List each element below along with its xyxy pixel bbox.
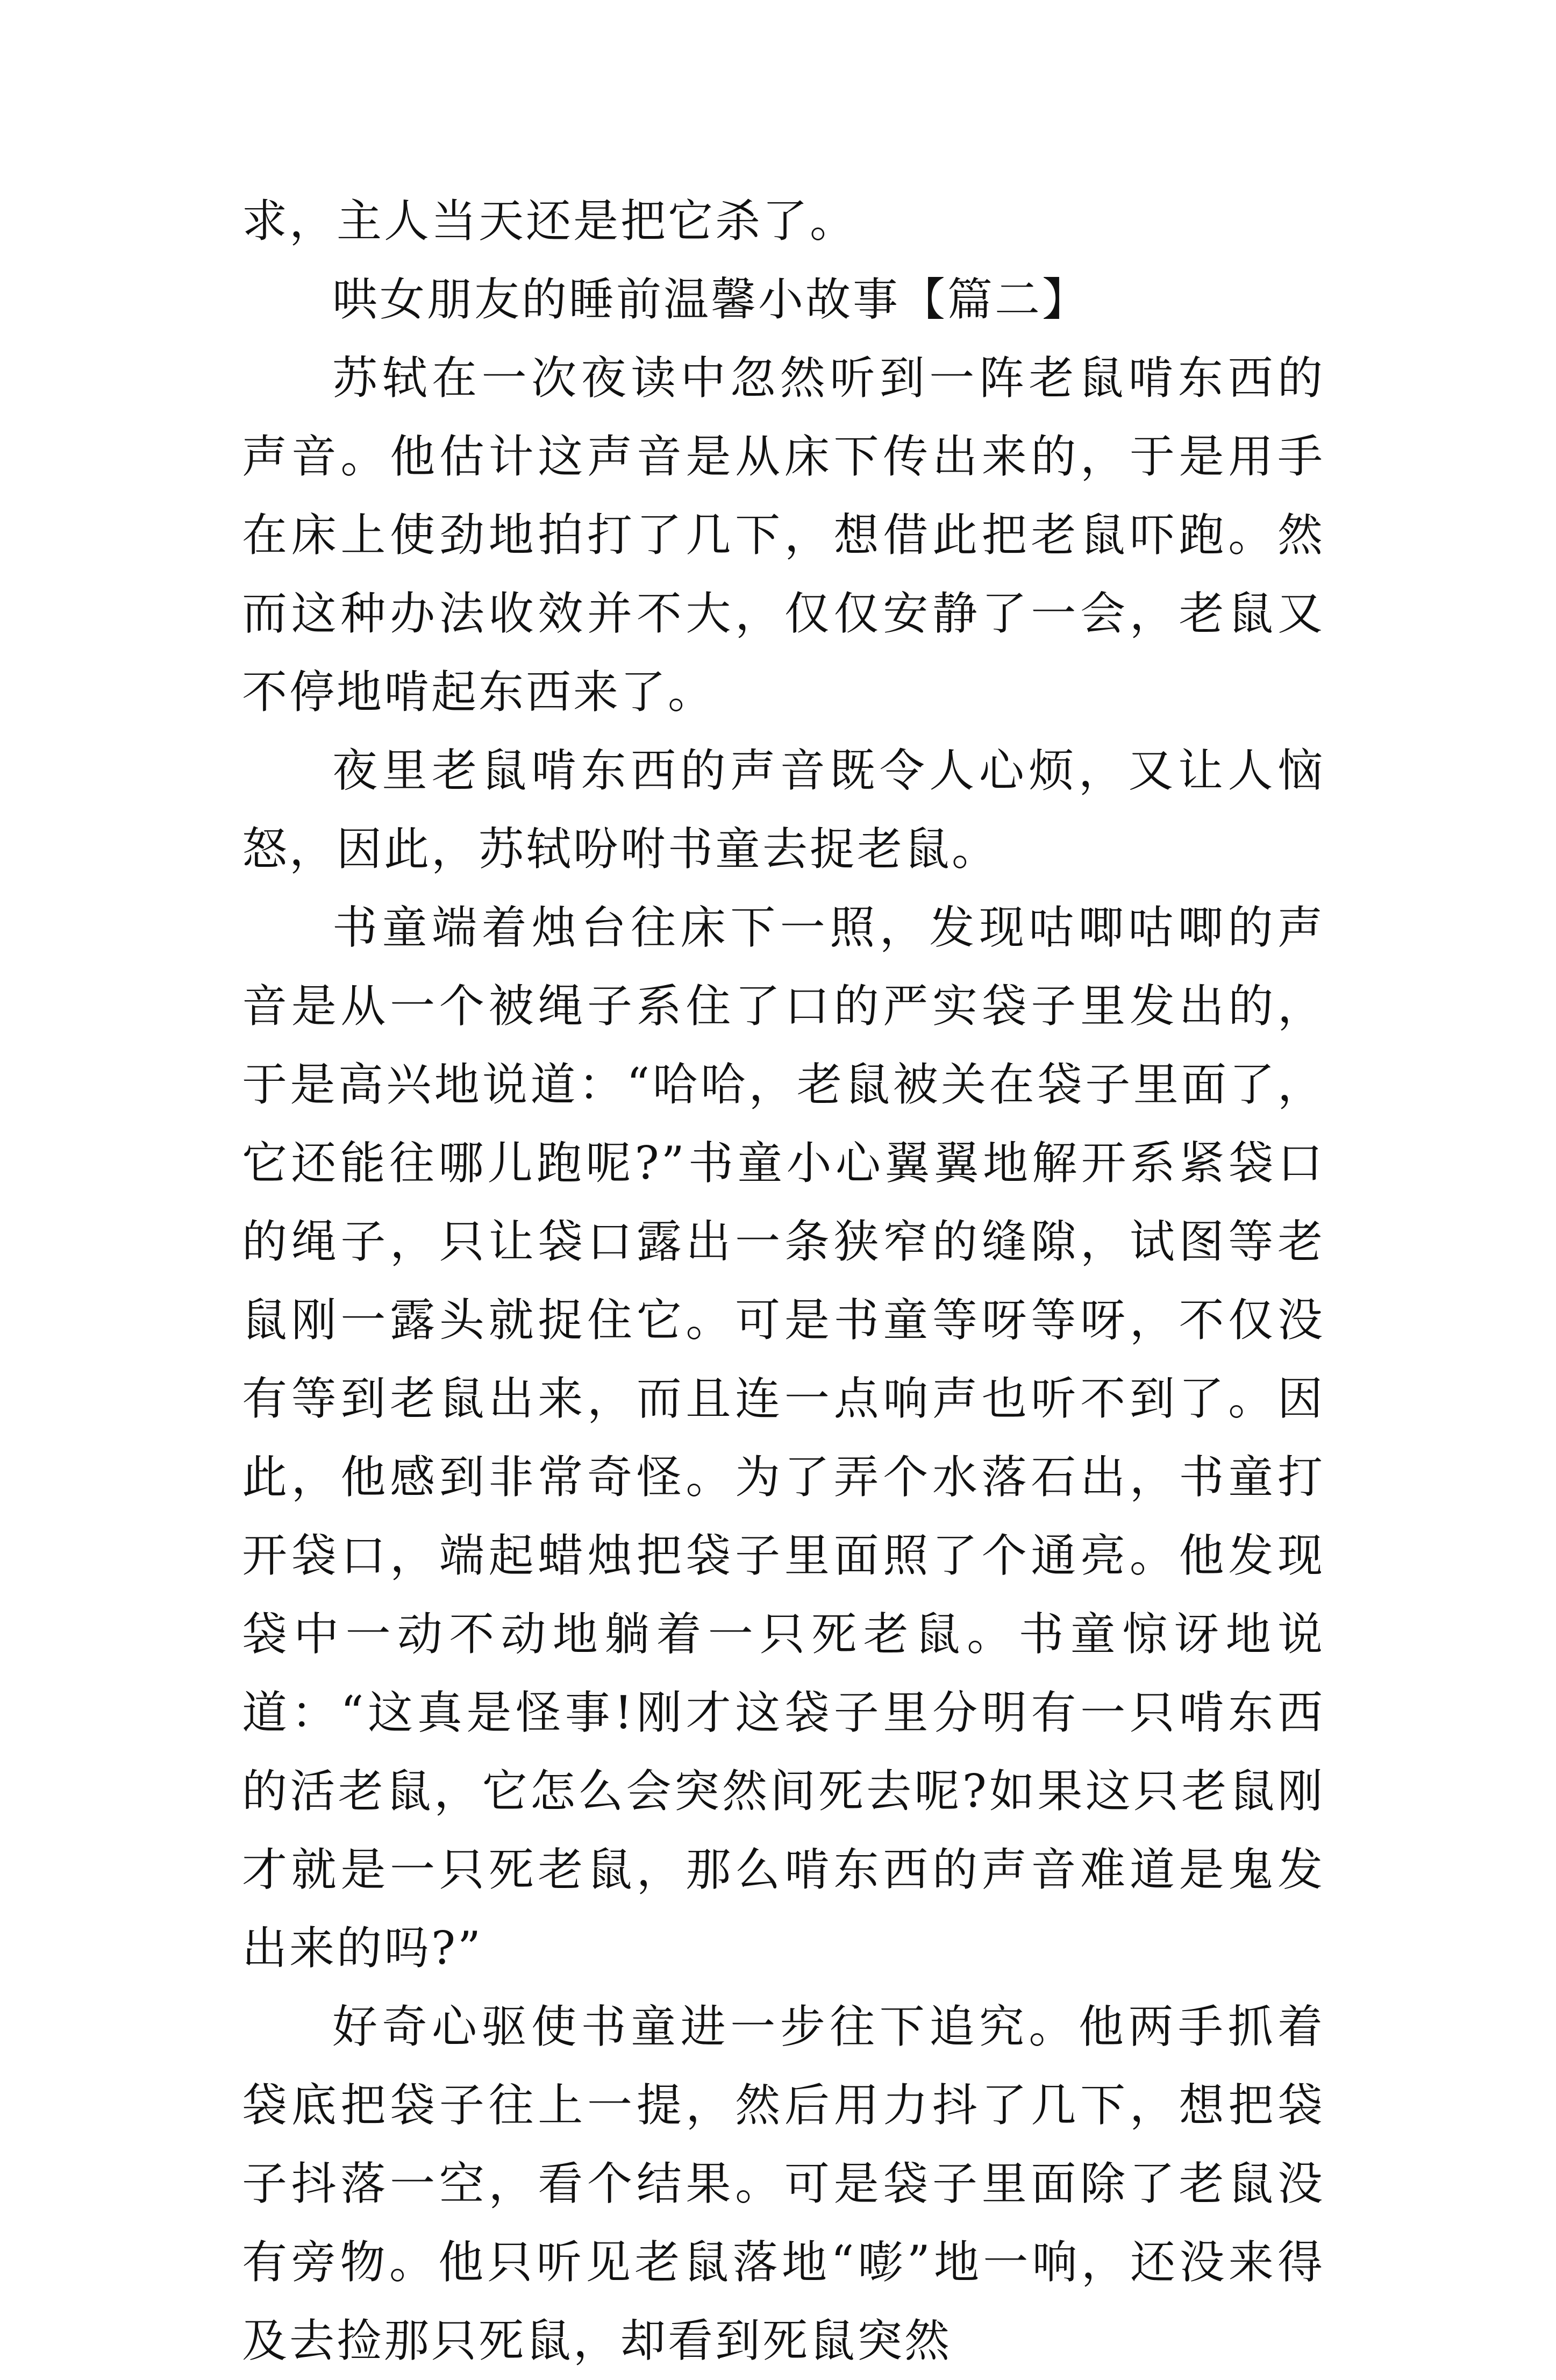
body-paragraph: 苏轼在一次夜读中忽然听到一阵老鼠啃东西的声音。他估计这声音是从床下传出来的，于是用手在床上使劲地拍打了几下，想借此把老鼠吓跑。然而这种办法收效并不大，仅仅安静了一会，老鼠又不停地啃起东西来了。 (242, 352, 1325, 718)
body-paragraph: 夜里老鼠啃东西的声音既令人心烦，又让人恼怒，因此，苏轼吩咐书童去捉老鼠。 (242, 744, 1325, 875)
body-paragraph: 书童端着烛台往床下一照，发现咕唧咕唧的声音是从一个被绳子系住了口的严实袋子里发出的，于是高兴地说道：“哈哈，老鼠被关在袋子里面了，它还能往哪儿跑呢?”书童小心翼翼地解开系紧袋口的绳子，只让袋口露出一条狭窄的缝隙，试图等老鼠刚一露头就捉住它。可是书童等呀等呀，不仅没有等到老鼠出来，而且连一点响声也听不到了。因此，他感到非常奇怪。为了弄个水落石出，书童打开袋口，端起蜡烛把袋子里面照了个通亮。他发现袋中一动不动地躺着一只死老鼠。书童惊讶地说道：“这真是怪事!刚才这袋子里分明有一只啃东西的活老鼠，它怎么会突然间死去呢?如果这只老鼠刚才就是一只死老鼠，那么啃东西的声音难道是鬼发出来的吗?” (242, 901, 1325, 1975)
continuation-paragraph: 求，主人当天还是把它杀了。 (242, 195, 858, 247)
section-heading: 哄女朋友的睡前温馨小故事【篇二】 (332, 273, 1090, 326)
body-paragraph: 好奇心驱使书童进一步往下追究。他两手抓着袋底把袋子往上一提，然后用力抖了几下，想把袋子抖落一空，看个结果。可是袋子里面除了老鼠没有旁物。他只听见老鼠落地“嘭”地一响，还没来得及去捡那只死鼠，却看到死鼠突然 (242, 2000, 1325, 2367)
document-body (242, 182, 1325, 2380)
